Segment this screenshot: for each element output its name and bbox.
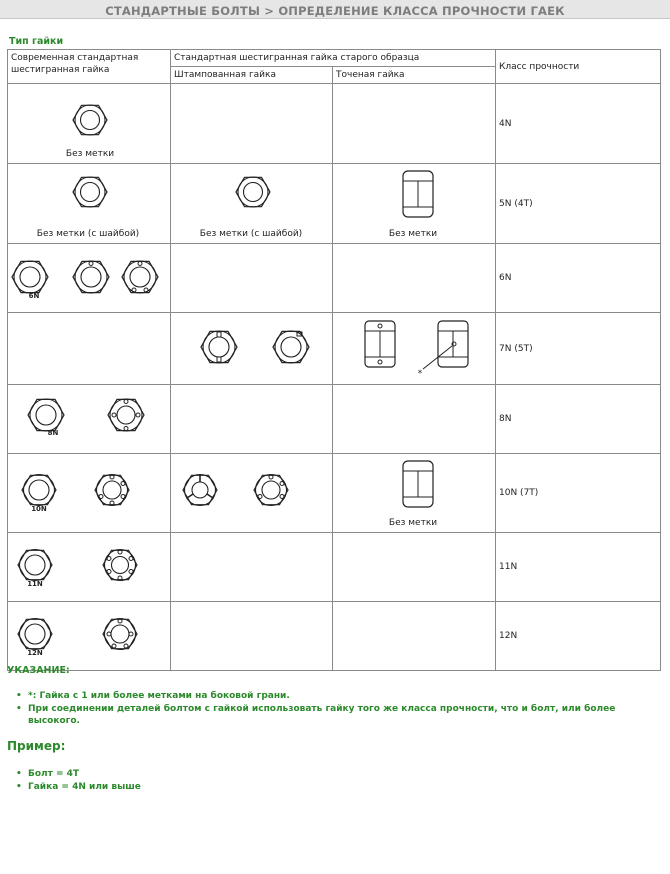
class-8n: 8N — [496, 385, 661, 454]
cell-modern-7n — [8, 313, 171, 385]
cell-turned-10n — [333, 454, 496, 533]
cell-modern-5n — [8, 164, 171, 244]
page-header — [0, 0, 670, 19]
nut-group-7n — [171, 313, 332, 381]
class-12n: 12N — [496, 602, 661, 671]
cell-modern-6n — [8, 244, 171, 313]
example-title: Пример: — [7, 739, 66, 753]
nut-group-10n-stamped — [171, 454, 332, 529]
header-modern-nut: Современная стандартная шестигранная гайка — [8, 50, 171, 84]
note-list — [16, 690, 646, 728]
cell-turned-6n — [333, 244, 496, 313]
cell-turned-11n — [333, 533, 496, 602]
table-row — [8, 84, 661, 164]
class-5n: 5N (4T) — [496, 164, 661, 244]
cell-modern-4n — [8, 84, 171, 164]
cell-modern-12n — [8, 602, 171, 671]
page-title: СТАНДАРТНЫЕ БОЛТЫ > ОПРЕДЕЛЕНИЕ КЛАССА ПРОЧНОСТИ ГАЕК — [105, 4, 565, 18]
mark-star: * — [417, 369, 423, 379]
nut-washer-icon — [171, 164, 332, 240]
table-row — [8, 454, 661, 533]
mark-8n: 8N — [47, 429, 59, 437]
mark-11n: 11N — [27, 580, 43, 588]
cell-modern-10n — [8, 454, 171, 533]
list-item: • Болт = 4T — [16, 768, 416, 780]
label-no-mark: Без метки — [388, 518, 438, 528]
cell-stamped-4n — [171, 84, 333, 164]
nut-group-10n — [8, 454, 169, 529]
nut-class-table — [7, 49, 661, 671]
class-6n: 6N — [496, 244, 661, 313]
nut-side-group-7n — [333, 313, 494, 381]
cell-stamped-5n — [171, 164, 333, 244]
list-item: • Гайка = 4N или выше — [16, 781, 416, 793]
cell-stamped-7n — [171, 313, 333, 385]
cell-turned-7n — [333, 313, 496, 385]
cell-stamped-11n — [171, 533, 333, 602]
header-stamped-nut: Штампованная гайка — [171, 67, 333, 84]
section-label: Тип гайки — [9, 36, 64, 47]
list-item: • *: Гайка с 1 или более метками на боковой грани. — [16, 690, 646, 702]
cell-stamped-10n — [171, 454, 333, 533]
label-no-mark: Без метки — [388, 229, 438, 239]
mark-12n: 12N — [27, 649, 43, 657]
table-row — [8, 602, 661, 671]
table-row — [8, 385, 661, 454]
nut-side-view-icon — [333, 164, 494, 240]
nut-washer-icon — [8, 164, 169, 240]
table-row — [8, 313, 661, 385]
class-4n: 4N — [496, 84, 661, 164]
table-row — [8, 164, 661, 244]
cell-turned-4n — [333, 84, 496, 164]
nut-group-11n — [8, 533, 169, 598]
cell-stamped-12n — [171, 602, 333, 671]
nut-plain-icon — [8, 84, 169, 160]
nut-group-12n — [8, 602, 169, 667]
cell-turned-8n — [333, 385, 496, 454]
mark-6n: 6N — [28, 292, 40, 300]
nut-side-view-icon — [333, 454, 494, 529]
header-turned-nut: Точеная гайка — [333, 67, 496, 84]
cell-stamped-8n — [171, 385, 333, 454]
cell-stamped-6n — [171, 244, 333, 313]
label-no-mark: Без метки — [65, 149, 115, 159]
cell-turned-5n — [333, 164, 496, 244]
list-item: • При соединении деталей болтом с гайкой использовать гайку того же класса прочности, что и болт, или более высокого. — [16, 703, 646, 727]
header-strength-class: Класс прочности — [496, 50, 661, 84]
header-old-nut: Стандартная шестигранная гайка старого образца — [171, 50, 496, 67]
label-no-mark-washer: Без метки (с шайбой) — [36, 229, 140, 239]
class-11n: 11N — [496, 533, 661, 602]
cell-modern-11n — [8, 533, 171, 602]
table-row — [8, 244, 661, 313]
example-list — [16, 768, 416, 794]
nut-group-8n — [8, 385, 169, 450]
cell-modern-8n — [8, 385, 171, 454]
mark-10n: 10N — [31, 505, 47, 513]
class-7n: 7N (5T) — [496, 313, 661, 385]
class-10n: 10N (7T) — [496, 454, 661, 533]
label-no-mark-washer: Без метки (с шайбой) — [199, 229, 303, 239]
cell-turned-12n — [333, 602, 496, 671]
table-row — [8, 533, 661, 602]
nut-group-6n — [8, 244, 169, 309]
note-title: УКАЗАНИЕ: — [7, 665, 70, 676]
